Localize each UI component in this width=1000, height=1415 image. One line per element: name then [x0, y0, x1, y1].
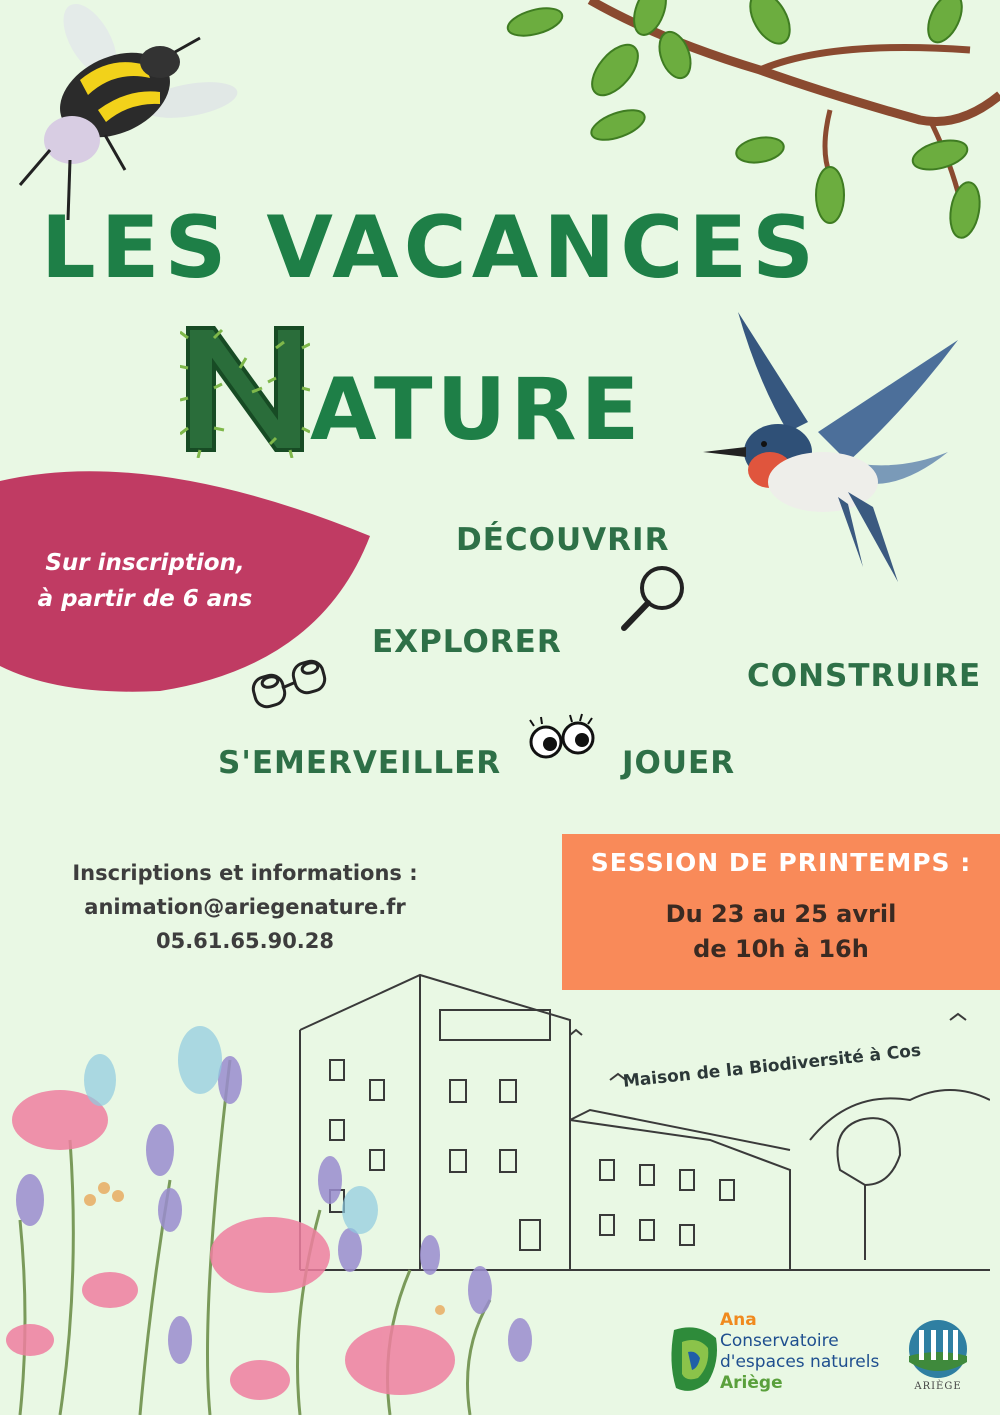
session-hours: de 10h à 16h — [693, 935, 869, 963]
badge-line-1: Sur inscription, — [45, 550, 245, 576]
cpie-logo-icon — [905, 1318, 971, 1380]
ana-logo — [720, 1310, 879, 1394]
googly-eyes-icon — [522, 712, 602, 762]
ana-logo-icon — [668, 1322, 720, 1396]
location-label: Maison de la Biodiversité à Cos — [622, 1040, 922, 1092]
badge-text — [20, 545, 270, 617]
ana-name: Ana — [720, 1310, 757, 1330]
activity-jouer: JOUER — [622, 745, 736, 781]
contact-email[interactable]: animation@ariegenature.fr — [84, 895, 406, 919]
binoculars-icon — [248, 652, 336, 714]
activity-emerveiller: S'EMERVEILLER — [218, 745, 502, 781]
activity-decouvrir: DÉCOUVRIR — [456, 522, 670, 558]
badge-line-2: à partir de 6 ans — [37, 586, 253, 612]
bee-icon — [10, 0, 240, 225]
flowers-icon — [0, 1020, 560, 1415]
session-title: SESSION DE PRINTEMPS : — [590, 848, 972, 877]
cpie-label: ARIÈGE — [914, 1381, 962, 1392]
contact-block — [40, 856, 450, 958]
title-line-1: LES VACANCES — [40, 198, 820, 298]
contact-phone[interactable]: 05.61.65.90.28 — [155, 929, 335, 953]
session-dates — [562, 897, 1000, 967]
session-date-range: Du 23 au 25 avril — [665, 900, 897, 928]
activity-explorer: EXPLORER — [372, 624, 562, 660]
contact-heading: Inscriptions et informations : — [72, 861, 418, 885]
spiky-n-letter — [180, 318, 310, 458]
ana-region: Ariège — [720, 1373, 783, 1393]
magnifier-icon — [618, 562, 690, 634]
svg-text:N: N — [244, 318, 245, 319]
ana-line-2: d'espaces naturels — [720, 1352, 880, 1372]
activity-construire: CONSTRUIRE — [747, 658, 982, 694]
ana-line-1: Conservatoire — [720, 1331, 839, 1351]
swallow-icon — [698, 292, 968, 592]
title-line-2: ATURE — [310, 360, 644, 460]
